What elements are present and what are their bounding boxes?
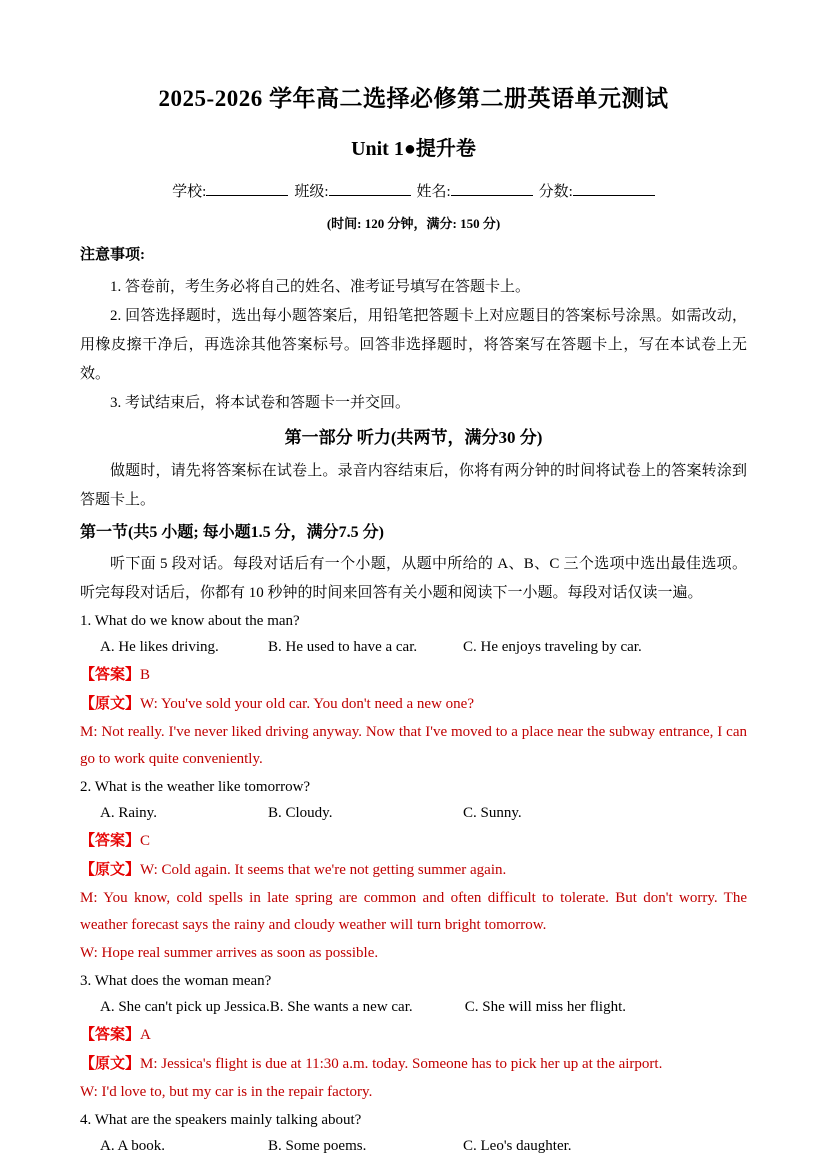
answer-letter: B bbox=[140, 666, 151, 683]
question-text bbox=[80, 1107, 747, 1133]
document-title: 2025-2026 学年高二选择必修第二册英语单元测试 bbox=[158, 86, 669, 111]
option-c: C. Leo's daughter. bbox=[463, 1137, 572, 1154]
name-blank bbox=[451, 180, 533, 196]
option-b: B. Some poems. bbox=[268, 1137, 367, 1154]
question-stem: What does the woman mean? bbox=[94, 972, 272, 989]
name-label: 姓名: bbox=[416, 183, 451, 200]
question-number: 2. bbox=[80, 778, 92, 795]
transcript-text: W: Hope real summer arrives as soon as possible. bbox=[80, 944, 379, 961]
transcript-text: W: I'd love to, but my car is in the repair factory. bbox=[80, 1083, 373, 1100]
question-block-4 bbox=[80, 1107, 747, 1159]
question-stem: What do we know about the man? bbox=[94, 612, 300, 629]
transcript-line bbox=[80, 1050, 747, 1078]
school-blank bbox=[206, 180, 288, 196]
score-label: 分数: bbox=[538, 183, 573, 200]
part1-heading: 第一部分 听力(共两节，满分30 分) bbox=[284, 427, 543, 447]
answer-line bbox=[80, 661, 747, 689]
transcript-label: 【原文】 bbox=[80, 1055, 141, 1072]
answer-letter: A bbox=[140, 1026, 151, 1043]
options-row bbox=[80, 994, 747, 1020]
notes-title: 注意事项: bbox=[80, 246, 145, 263]
question-text bbox=[80, 608, 747, 634]
transcript-line bbox=[80, 856, 747, 884]
option-c: C. She will miss her flight. bbox=[464, 998, 626, 1015]
answer-letter: C bbox=[140, 832, 151, 849]
options-row bbox=[80, 634, 747, 660]
option-b: B. Cloudy. bbox=[268, 804, 333, 821]
transcript-label: 【原文】 bbox=[80, 695, 141, 712]
question-block-1 bbox=[80, 608, 747, 773]
answer-label: 【答案】 bbox=[80, 666, 141, 683]
options-row bbox=[80, 1133, 747, 1159]
section1-intro: 听下面 5 段对话。每段对话后有一个小题，从题中所给的 A、B、C 三个选项中选出最佳选项。听完每段对话后，你都有 10 秒钟的时间来回答有关小题和阅读下一小题。每段对话仅读一遍。 bbox=[80, 555, 747, 601]
class-field bbox=[294, 180, 410, 201]
question-block-3 bbox=[80, 968, 747, 1106]
transcript-text: W: Cold again. It seems that we're not getting summer again. bbox=[140, 861, 507, 878]
transcript-text: M: Not really. I've never liked driving anyway. Now that I've moved to a place near the subway entrance, I can go to work quite conveniently. bbox=[80, 723, 747, 767]
option-a: A. He likes driving. bbox=[100, 638, 219, 655]
note-1: 1. 答卷前，考生务必将自己的姓名、准考证号填写在答题卡上。 bbox=[110, 278, 531, 295]
question-text bbox=[80, 968, 747, 994]
score-blank bbox=[573, 180, 655, 196]
note-2: 2. 回答选择题时，选出每小题答案后，用铅笔把答题卡上对应题目的答案标号涂黑。如需改动，用橡皮擦干净后，再选涂其他答案标号。回答非选择题时，将答案写在答题卡上，写在本试卷上无效。 bbox=[80, 307, 747, 382]
transcript-text: M: Jessica's flight is due at 11:30 a.m. today. Someone has to pick her up at the airport. bbox=[140, 1055, 663, 1072]
question-number: 1. bbox=[80, 612, 92, 629]
question-stem: What is the weather like tomorrow? bbox=[94, 778, 311, 795]
question-text bbox=[80, 774, 747, 800]
option-b: B. He used to have a car. bbox=[268, 638, 418, 655]
score-field bbox=[539, 180, 655, 201]
question-number: 4. bbox=[80, 1111, 92, 1128]
option-a: A. A book. bbox=[100, 1137, 166, 1154]
transcript-line bbox=[80, 690, 747, 718]
name-field bbox=[417, 180, 533, 201]
school-field bbox=[172, 180, 288, 201]
option-a: A. Rainy. bbox=[100, 804, 157, 821]
transcript-label: 【原文】 bbox=[80, 861, 141, 878]
transcript-text: M: You know, cold spells in late spring are common and often difficult to tolerate. But don't worry. The weather forecast says the rainy and cloudy weather will turn bright tomorrow. bbox=[80, 889, 747, 933]
school-label: 学校: bbox=[172, 183, 207, 200]
answer-label: 【答案】 bbox=[80, 1026, 141, 1043]
option-c: C. Sunny. bbox=[463, 804, 522, 821]
answer-line bbox=[80, 827, 747, 855]
unit-subtitle: Unit 1●提升卷 bbox=[351, 137, 476, 160]
class-label: 班级: bbox=[294, 183, 329, 200]
option-a: A. She can't pick up Jessica. bbox=[100, 998, 270, 1015]
question-block-2 bbox=[80, 774, 747, 967]
class-blank bbox=[329, 180, 411, 196]
time-score-line: (时间: 120 分钟，满分: 150 分) bbox=[326, 215, 501, 231]
student-info-row bbox=[80, 180, 747, 201]
question-number: 3. bbox=[80, 972, 92, 989]
transcript-text: W: You've sold your old car. You don't need a new one? bbox=[140, 695, 474, 712]
question-stem: What are the speakers mainly talking about? bbox=[94, 1111, 362, 1128]
options-row bbox=[80, 800, 747, 826]
answer-label: 【答案】 bbox=[80, 832, 141, 849]
answer-line bbox=[80, 1021, 747, 1049]
option-b: B. She wants a new car. bbox=[269, 998, 413, 1015]
option-c: C. He enjoys traveling by car. bbox=[463, 638, 642, 655]
section1-heading: 第一节(共5 小题; 每小题1.5 分，满分7.5 分) bbox=[80, 523, 384, 541]
part1-intro: 做题时，请先将答案标在试卷上。录音内容结束后，你将有两分钟的时间将试卷上的答案转涂到答题卡上。 bbox=[80, 462, 747, 508]
note-3: 3. 考试结束后，将本试卷和答题卡一并交回。 bbox=[110, 394, 411, 411]
